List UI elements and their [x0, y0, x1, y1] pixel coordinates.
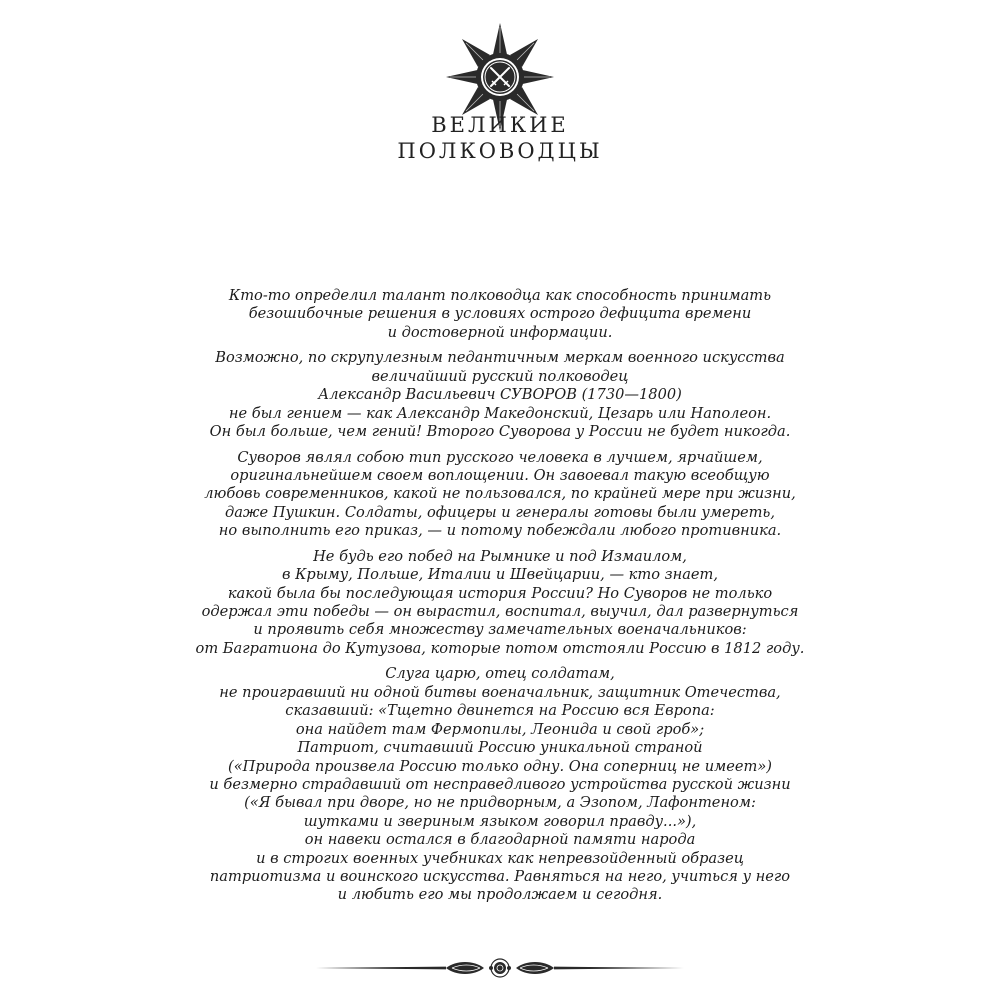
- text-line: Александр Васильевич СУВОРОВ (1730—1800): [318, 386, 682, 404]
- text-line: в Крыму, Польше, Италии и Швейцарии, — кто знает,: [281, 566, 719, 584]
- text-line: оригинальнейшем своем воплощении. Он завоевал такую всеобщую: [230, 467, 770, 485]
- text-line: сказавший: «Тщетно двинется на Россию вся Европа:: [285, 702, 715, 720]
- text-line: Не будь его побед на Рымнике и под Измаилом,: [313, 547, 687, 565]
- text-line: патриотизма и воинского искусства. Равняться на него, учиться у него: [209, 867, 791, 885]
- text-line: Патриот, считавший Россию уникальной страной: [297, 739, 703, 757]
- paragraph: [140, 449, 860, 541]
- series-title-line: ПОЛКОВОДЦЫ: [397, 139, 603, 163]
- text-line: величайший русский полководец: [371, 367, 629, 385]
- text-line: и любить его мы продолжаем и сегодня.: [337, 886, 663, 904]
- text-line: и в строгих военных учебниках как непревзойденный образец: [256, 849, 744, 867]
- text-line: и безмерно страдавший от несправедливого устройства русской жизни: [209, 775, 791, 793]
- text-line: Суворов являл собою тип русского человека в лучшем, ярчайшем,: [237, 448, 763, 466]
- decorative-divider-ornament-icon: [316, 958, 684, 978]
- text-line: безошибочные решения в условиях острого дефицита времени: [248, 305, 752, 323]
- text-line: он навеки остался в благодарной памяти народа: [304, 831, 696, 849]
- text-line: Слуга царю, отец солдатам,: [385, 665, 615, 683]
- paragraph: [140, 287, 860, 342]
- text-line: не проигравший ни одной битвы военачальник, защитник Отечества,: [219, 683, 781, 701]
- text-line: но выполнить его приказ, — и потому побеждали любого противника.: [218, 522, 782, 540]
- series-title: [0, 112, 1000, 164]
- text-line: не был гением — как Александр Македонский, Цезарь или Наполеон.: [228, 404, 772, 422]
- text-line: шутками и звериным языком говорил правду...»),: [303, 812, 697, 830]
- text-line: даже Пушкин. Солдаты, офицеры и генералы готовы были умереть,: [224, 503, 776, 521]
- text-line: любовь современников, какой не пользовался, по крайней мере при жизни,: [204, 485, 796, 503]
- text-line: и достоверной информации.: [387, 323, 613, 341]
- text-line: какой была бы последующая история России? Но Суворов не только: [227, 584, 773, 602]
- paragraph: [140, 665, 860, 904]
- text-line: Кто-то определил талант полководца как способность принимать: [228, 287, 772, 304]
- text-line: она найдет там Фермопилы, Леонида и свой гроб»;: [295, 720, 705, 738]
- text-line: от Багратиона до Кутузова, которые потом отстояли Россию в 1812 году.: [195, 639, 805, 657]
- text-line: («Я бывал при дворе, но не придворным, а Эзопом, Лафонтеном:: [244, 794, 756, 812]
- text-line: Он был больше, чем гений! Второго Суворова у России не будет никогда.: [209, 423, 791, 441]
- text-line: («Природа произвела Россию только одну. Она соперниц не имеет»): [228, 757, 772, 775]
- text-line: Возможно, по скрупулезным педантичным меркам военного искусства: [215, 349, 785, 367]
- paragraph: [140, 548, 860, 658]
- intro-text: [140, 287, 860, 912]
- paragraph: [140, 349, 860, 441]
- text-line: и проявить себя множеству замечательных военачальников:: [253, 621, 747, 639]
- text-line: одержал эти победы — он вырастил, воспитал, выучил, дал развернуться: [201, 603, 799, 621]
- series-title-line: ВЕЛИКИЕ: [431, 113, 569, 137]
